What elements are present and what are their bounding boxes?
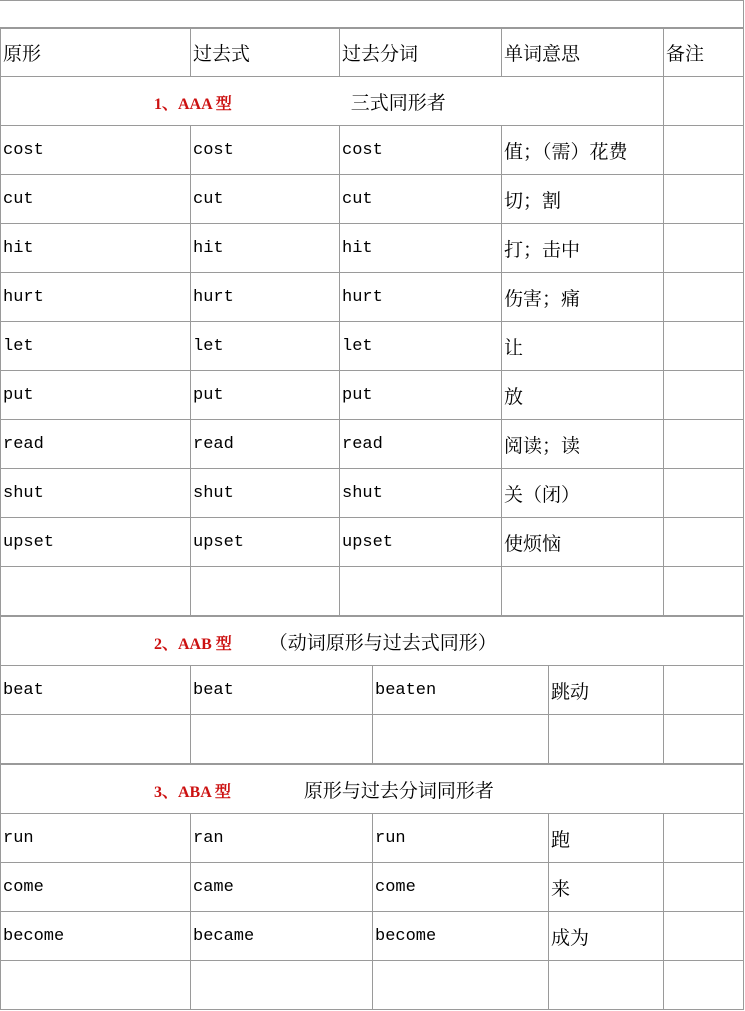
meaning-cell: 让 [502,322,664,371]
notes-cell [664,371,744,420]
section-title-notes [664,77,744,126]
table-row [1,126,744,175]
past-tense-cell: hit [191,224,340,273]
base-form-cell: come [1,863,191,912]
section-label: 2、AAB 型 [154,635,232,653]
table-row [1,469,744,518]
meaning-cell [549,715,664,764]
base-form-cell: put [1,371,191,420]
past-participle-cell: shut [340,469,502,518]
base-form-cell: hit [1,224,191,273]
meaning-cell [549,961,664,1010]
base-form-cell: read [1,420,191,469]
section-title-row [1,617,744,666]
table-row [1,912,744,961]
notes-cell [664,666,744,715]
meaning-cell: 来 [549,863,664,912]
past-participle-cell: cut [340,175,502,224]
meaning-cell [502,567,664,616]
past-tense-cell: let [191,322,340,371]
top-blank-row [0,0,744,29]
past-participle-cell: put [340,371,502,420]
notes-cell [664,224,744,273]
base-form-cell: hurt [1,273,191,322]
meaning-cell: 切；割 [502,175,664,224]
past-tense-cell [191,715,373,764]
past-participle-cell: let [340,322,502,371]
base-form-cell: shut [1,469,191,518]
table-row [1,224,744,273]
table-row [1,420,744,469]
notes-cell [664,912,744,961]
past-participle-cell [373,715,549,764]
table-row [1,567,744,616]
header-row [1,28,744,77]
verb-table-aba [0,764,744,1010]
past-tense-cell [191,961,373,1010]
header-meaning: 单词意思 [502,28,664,77]
notes-cell [664,175,744,224]
meaning-cell: 关（闭） [502,469,664,518]
meaning-cell: 成为 [549,912,664,961]
notes-cell [664,863,744,912]
past-tense-cell: upset [191,518,340,567]
past-tense-cell: became [191,912,373,961]
past-participle-cell: run [373,814,549,863]
past-tense-cell: cut [191,175,340,224]
section-description: 三式同形者 [350,91,446,114]
header-base-form: 原形 [1,28,191,77]
notes-cell [664,518,744,567]
meaning-cell: 跑 [549,814,664,863]
notes-cell [664,567,744,616]
verb-table-aab [0,616,744,764]
base-form-cell: cut [1,175,191,224]
base-form-cell: run [1,814,191,863]
meaning-cell: 使烦恼 [502,518,664,567]
past-tense-cell [191,567,340,616]
past-participle-cell: cost [340,126,502,175]
past-tense-cell: read [191,420,340,469]
base-form-cell: become [1,912,191,961]
notes-cell [664,420,744,469]
base-form-cell [1,715,191,764]
base-form-cell [1,567,191,616]
past-tense-cell: ran [191,814,373,863]
section-description: 原形与过去分词同形者 [303,779,494,802]
past-tense-cell: came [191,863,373,912]
meaning-cell: 打；击中 [502,224,664,273]
base-form-cell: cost [1,126,191,175]
table-row [1,863,744,912]
past-participle-cell: hurt [340,273,502,322]
section-title-cell [1,617,744,666]
past-participle-cell: come [373,863,549,912]
meaning-cell: 跳动 [549,666,664,715]
base-form-cell [1,961,191,1010]
verb-table-aaa [0,27,744,616]
base-form-cell: let [1,322,191,371]
notes-cell [664,126,744,175]
past-participle-cell: hit [340,224,502,273]
header-notes: 备注 [664,28,744,77]
section-title-row [1,77,744,126]
section-label: 1、AAA 型 [154,95,232,113]
meaning-cell: 放 [502,371,664,420]
table-row [1,175,744,224]
table-row [1,273,744,322]
past-participle-cell: read [340,420,502,469]
past-tense-cell: put [191,371,340,420]
section-title-cell [1,77,664,126]
meaning-cell: 伤害；痛 [502,273,664,322]
past-participle-cell: beaten [373,666,549,715]
table-row [1,961,744,1010]
past-tense-cell: cost [191,126,340,175]
notes-cell [664,814,744,863]
notes-cell [664,322,744,371]
notes-cell [664,961,744,1010]
past-tense-cell: shut [191,469,340,518]
table-row [1,518,744,567]
base-form-cell: upset [1,518,191,567]
header-past-tense: 过去式 [191,28,340,77]
table-row [1,666,744,715]
base-form-cell: beat [1,666,191,715]
past-participle-cell: upset [340,518,502,567]
past-tense-cell: beat [191,666,373,715]
header-past-participle: 过去分词 [340,28,502,77]
meaning-cell: 值；（需）花费 [502,126,664,175]
notes-cell [664,715,744,764]
section-description: （动词原形与过去式同形） [268,631,497,654]
past-participle-cell [373,961,549,1010]
past-participle-cell: become [373,912,549,961]
notes-cell [664,469,744,518]
past-participle-cell [340,567,502,616]
table-row [1,322,744,371]
notes-cell [664,273,744,322]
table-row [1,814,744,863]
past-tense-cell: hurt [191,273,340,322]
table-row [1,715,744,764]
section-title-cell [1,765,744,814]
section-label: 3、ABA 型 [154,783,231,801]
meaning-cell: 阅读；读 [502,420,664,469]
section-title-row [1,765,744,814]
table-row [1,371,744,420]
